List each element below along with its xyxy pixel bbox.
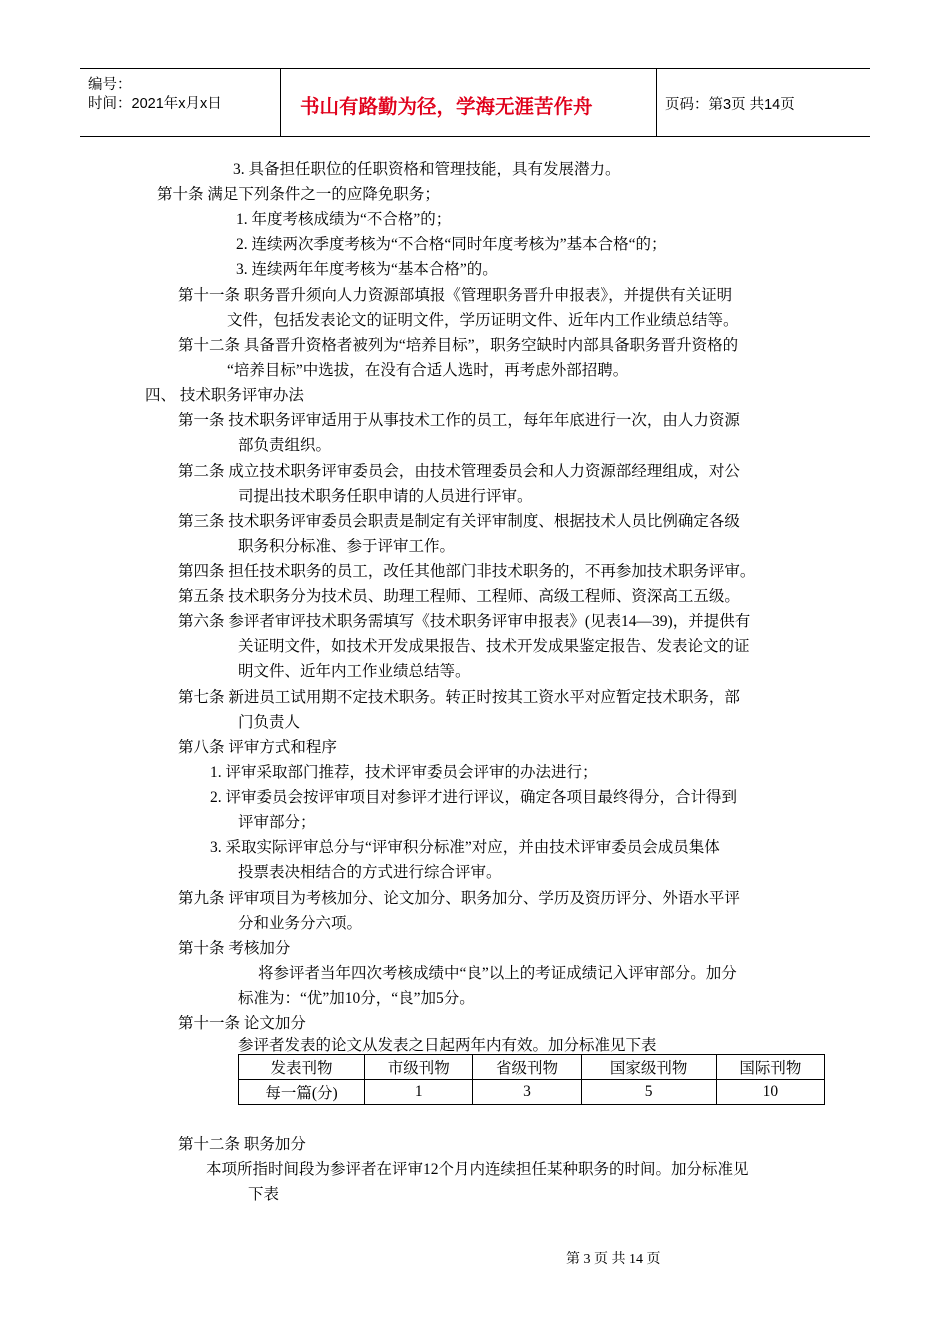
text-line: 关证明文件，如技术开发成果报告、技术开发成果鉴定报告、发表论文的证: [238, 638, 750, 655]
table-header-cell: 国家级刊物: [581, 1055, 716, 1080]
paper-score-table: [238, 1054, 825, 1105]
table-header-cell: 省级刊物: [473, 1055, 581, 1080]
table-cell: 每一篇(分): [239, 1080, 365, 1105]
article-heading: 第十一条 论文加分: [178, 1015, 306, 1032]
table-header-cell: 发表刊物: [239, 1055, 365, 1080]
page-header: [80, 68, 870, 137]
article-heading: 第十条 考核加分: [178, 940, 291, 957]
table-header-cell: 市级刊物: [365, 1055, 473, 1080]
article-heading: 第九条 评审项目为考核加分、论文加分、职务加分、学历及资历评分、外语水平评: [178, 890, 740, 907]
list-item: 3. 连续两年年度考核为“基本合格”的。: [236, 261, 498, 278]
article-heading: 第十二条 具备晋升资格者被列为“培养目标”，职务空缺时内部具备职务晋升资格的: [178, 337, 739, 354]
text-line: 参评者发表的论文从发表之日起两年内有效。加分标准见下表: [238, 1037, 657, 1054]
text-line: 下表: [248, 1186, 280, 1203]
text-line: 部负责组织。: [238, 437, 332, 454]
document-number-label: 编号：: [88, 77, 132, 93]
list-item: 2. 连续两次季度考核为“不合格“同时年度考核为”基本合格“的；: [236, 236, 667, 253]
text-line: 将参评者当年四次考核成绩中“良”以上的考证成绩记入评审部分。加分: [258, 965, 737, 982]
document-date-label: 时间：2021年x月x日: [88, 96, 222, 112]
motto-text: 书山有路勤为径，学海无涯苦作舟: [300, 96, 593, 118]
article-heading: 第十一条 职务晋升须向人力资源部填报《管理职务晋升申报表》，并提供有关证明: [178, 287, 733, 304]
list-item: 1. 年度考核成绩为“不合格”的；: [236, 211, 452, 228]
table-header-cell: 国际刊物: [716, 1055, 824, 1080]
table-row: [239, 1080, 825, 1105]
list-item: 3. 采取实际评审总分与“评审积分标准”对应，并由技术评审委员会成员集体: [210, 839, 720, 856]
text-line: 评审部分；: [238, 814, 316, 831]
text-line: 文件，包括发表论文的证明文件，学历证明文件、近年内工作业绩总结等。: [227, 312, 739, 329]
table-cell: 5: [581, 1080, 716, 1105]
table-cell: 3: [473, 1080, 581, 1105]
article-heading: 第三条 技术职务评审委员会职责是制定有关评审制度、根据技术人员比例确定各级: [178, 513, 740, 530]
article-heading: 第五条 技术职务分为技术员、助理工程师、工程师、高级工程师、资深高工五级。: [178, 588, 740, 605]
article-heading: 第十条 满足下列条件之一的应降免职务；: [157, 186, 440, 203]
article-heading: 第二条 成立技术职务评审委员会，由技术管理委员会和人力资源部经理组成，对公: [178, 463, 740, 480]
text-line: 3. 具备担任职位的任职资格和管理技能，具有发展潜力。: [233, 161, 621, 178]
text-line: 分和业务分六项。: [238, 915, 363, 932]
page-info: 页码：第3页 共14页: [665, 97, 795, 113]
header-divider: [280, 69, 281, 136]
article-heading: 第十二条 职务加分: [178, 1136, 306, 1153]
page-footer: 第 3 页 共 14 页: [566, 1252, 661, 1267]
table-header-row: [239, 1055, 825, 1080]
list-item: 2. 评审委员会按评审项目对参评才进行评议，确定各项目最终得分，合计得到: [210, 789, 738, 806]
header-divider: [656, 69, 657, 136]
text-line: 本项所指时间段为参评者在评审12个月内连续担任某种职务的时间。加分标准见: [206, 1161, 749, 1178]
text-line: “培养目标”中选拔，在没有合适人选时，再考虑外部招聘。: [227, 362, 629, 379]
article-heading: 第六条 参评者审评技术职务需填写《技术职务评审申报表》(见表14—39)，并提供有: [178, 613, 751, 630]
list-item: 1. 评审采取部门推荐，技术评审委员会评审的办法进行；: [210, 764, 598, 781]
article-heading: 第四条 担任技术职务的员工，改任其他部门非技术职务的，不再参加技术职务评审。: [178, 563, 756, 580]
table-cell: 1: [365, 1080, 473, 1105]
text-line: 职务积分标准、参于评审工作。: [238, 538, 456, 555]
article-heading: 第八条 评审方式和程序: [178, 739, 337, 756]
article-heading: 第一条 技术职务评审适用于从事技术工作的员工，每年年底进行一次，由人力资源: [178, 412, 740, 429]
article-heading: 第七条 新进员工试用期不定技术职务。转正时按其工资水平对应暂定技术职务，部: [178, 689, 740, 706]
text-line: 司提出技术职务任职申请的人员进行评审。: [238, 488, 533, 505]
section-heading: 四、 技术职务评审办法: [145, 387, 304, 404]
table-cell: 10: [716, 1080, 824, 1105]
text-line: 标准为：“优”加10分，“良”加5分。: [238, 990, 475, 1007]
text-line: 明文件、近年内工作业绩总结等。: [238, 663, 471, 680]
text-line: 门负责人: [238, 714, 301, 731]
text-line: 投票表决相结合的方式进行综合评审。: [238, 864, 502, 881]
